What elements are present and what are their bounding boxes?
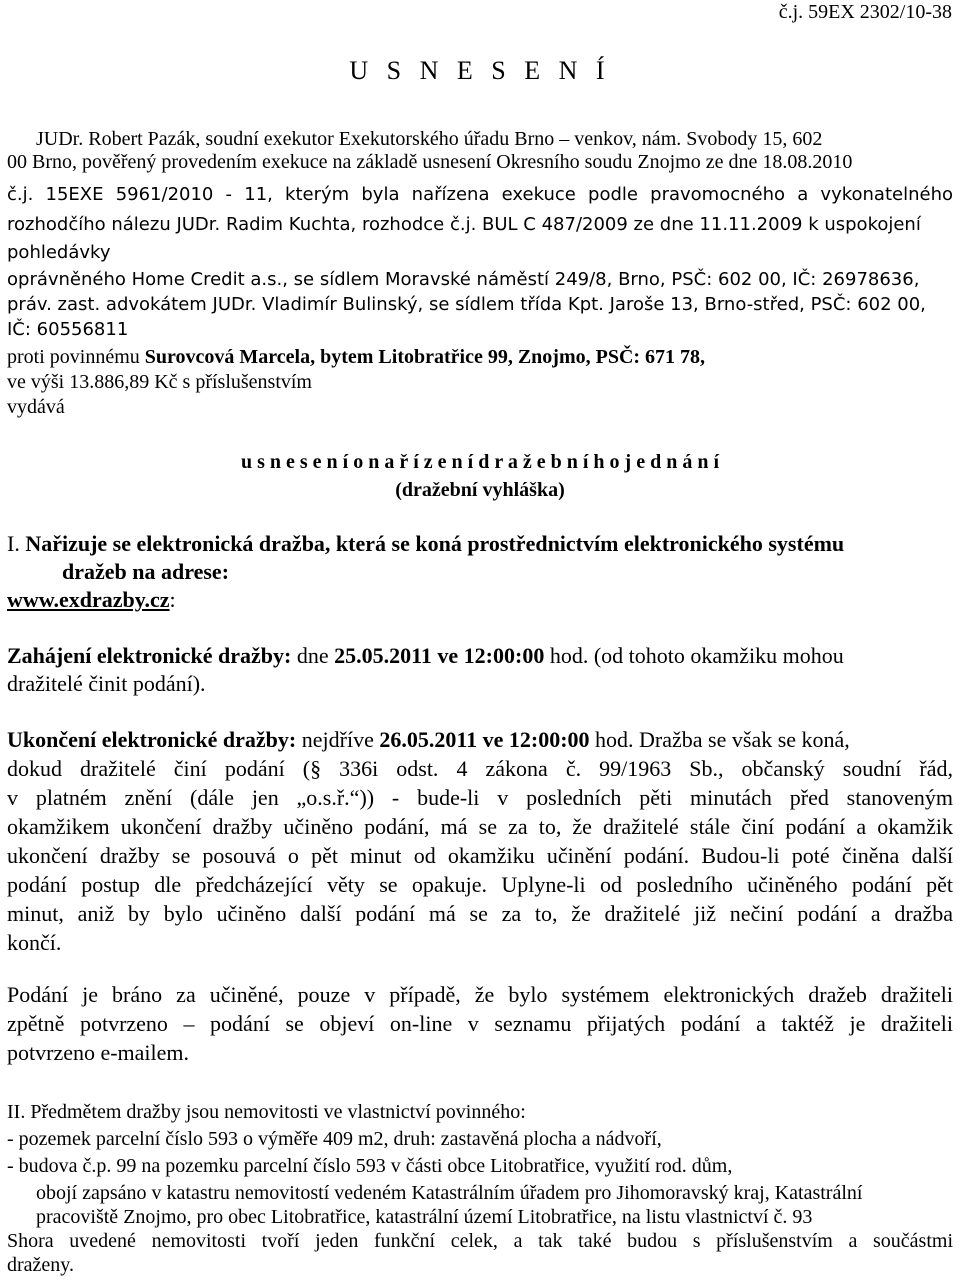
end-line-6: podání postup dle předcházející věty se opakuje. Uplyne-li od posledního učiněného podání pět (7, 872, 953, 897)
start-tail: (od tohoto okamžiku mohou (588, 643, 844, 668)
debtor-name: Surovcová Marcela, bytem Litobratřice 99, Znojmo, PSČ: 671 78, (144, 346, 706, 368)
end-line-3: v platném znění (dále jen „o.s.ř.“)) - bude-li v posledních pěti minutách před stanoveným (7, 785, 953, 810)
section-2-line-1: II. Předmětem dražby jsou nemovitosti ve vlastnictví povinného: (7, 1101, 526, 1123)
end-mid: nejdříve (296, 727, 380, 752)
end-line-5: ukončení dražby se posouvá o pět minut od okamžiku učinění podání. Budou-li poté činěna další (7, 843, 953, 868)
start-line-1 (7, 644, 953, 668)
section-2-line-5: pracoviště Znojmo, pro obec Litobratřice, katastrální území Litobratřice, na listu vlastnictví č. 93 (36, 1206, 813, 1228)
url-colon: : (169, 587, 176, 612)
auction-url-link[interactable]: www.exdrazby.cz (7, 587, 170, 612)
section-2-line-7: draženy. (7, 1254, 74, 1276)
section-1-line-1 (7, 532, 953, 556)
decision-subtitle: (dražební vyhláška) (395, 479, 565, 501)
section-2-line-2: - pozemek parcelní číslo 593 o výměře 409 m2, druh: zastavěná plocha a nádvoří, (7, 1128, 662, 1150)
end-line-1 (7, 728, 953, 752)
end-line-2: dokud dražitelé činí podání (§ 336i odst. 4 zákona č. 99/1963 Sb., občanský soudní řád, (7, 756, 953, 781)
intro-line-4: rozhodčího nálezu JUDr. Radim Kuchta, rozhodce č.j. BUL C 487/2009 ze dne 11.11.2009 k uspokojení (7, 214, 921, 235)
section-2-line-4: obojí zapsáno v katastru nemovitostí vedeném Katastrálním úřadem pro Jihomoravský kraj, Katastrální (36, 1182, 863, 1204)
bid-line-3: potvrzeno e-mailem. (7, 1040, 190, 1065)
end-line-8: končí. (7, 930, 62, 955)
start-mid: dne (291, 643, 335, 668)
intro-line-3: č.j. 15EXE 5961/2010 - 11, kterým byla nařízena exekuce podle pravomocného a vykonatelného (7, 184, 953, 205)
end-line-4: okamžikem ukončení dražby učiněno podání, má se za to, že dražitelé stále činí podání a okamžik (7, 814, 953, 839)
intro-line-2: 00 Brno, pověřený provedením exekuce na základě usnesení Okresního soudu Znojmo ze dne 18.08.2010 (7, 151, 853, 173)
start-line-2: dražitelé činit podání). (7, 671, 206, 696)
bid-line-2: zpětně potvrzeno – podání se objeví on-line v seznamu přijatých podání a taktéž je dražiteli (7, 1011, 953, 1036)
section-2-line-3: - budova č.p. 99 na pozemku parcelní číslo 593 v části obce Litobratřice, využití rod. dům, (7, 1155, 733, 1177)
intro-line-5: pohledávky (7, 242, 111, 263)
intro-line-6: oprávněného Home Credit a.s., se sídlem Moravské náměstí 249/8, Brno, PSČ: 602 00, IČ: 26978636, (7, 269, 920, 290)
intro-line-11: vydává (7, 396, 65, 418)
end-label: Ukončení elektronické dražby: (7, 727, 297, 752)
end-hod: hod. (589, 727, 634, 752)
intro-line-7: práv. zast. advokátem JUDr. Vladimír Bulinský, se sídlem třída Kpt. Jaroše 13, Brno-střed, PSČ: 602 00, (7, 294, 926, 315)
intro-line-9 (7, 345, 953, 369)
bid-line-1: Podání je bráno za učiněné, pouze v případě, že bylo systémem elektronických dražeb dražiteli (7, 982, 953, 1007)
start-hod: hod. (544, 643, 589, 668)
document-title: U S N E S E N Í (349, 56, 611, 85)
start-datetime: 25.05.2011 ve 12:00:00 (334, 643, 545, 668)
end-datetime: 26.05.2011 ve 12:00:00 (379, 727, 590, 752)
case-reference: č.j. 59EX 2302/10-38 (778, 1, 952, 23)
section-2-line-6: Shora uvedené nemovitosti tvoří jeden funkční celek, a tak také budou s příslušenstvím a součástmi (7, 1230, 953, 1252)
decision-title: u s n e s e n í o n a ř í z e n í d r a ž e b n í h o j e d n á n í (240, 451, 720, 473)
end-line-7: minut, aniž by bylo učiněno další podání má se za to, že dražitelé již nečiní podání a dražba (7, 901, 953, 926)
section-1-number: I. (7, 531, 26, 556)
end-tail: Dražba se však se koná, (633, 727, 850, 752)
intro-line-1: JUDr. Robert Pazák, soudní exekutor Exekutorského úřadu Brno – venkov, nám. Svobody 15, 602 (36, 128, 823, 150)
start-label: Zahájení elektronické dražby: (7, 643, 292, 668)
section-1-line-2: dražeb na adrese: (62, 559, 230, 584)
intro-line-8: IČ: 60556811 (7, 319, 129, 340)
against-label: proti povinnému (7, 346, 145, 368)
section-1-line-3 (7, 588, 953, 612)
section-1-heading: Nařizuje se elektronická dražba, která se koná prostřednictvím elektronického systému (25, 531, 845, 556)
intro-line-10: ve výši 13.886,89 Kč s příslušenstvím (7, 371, 312, 393)
